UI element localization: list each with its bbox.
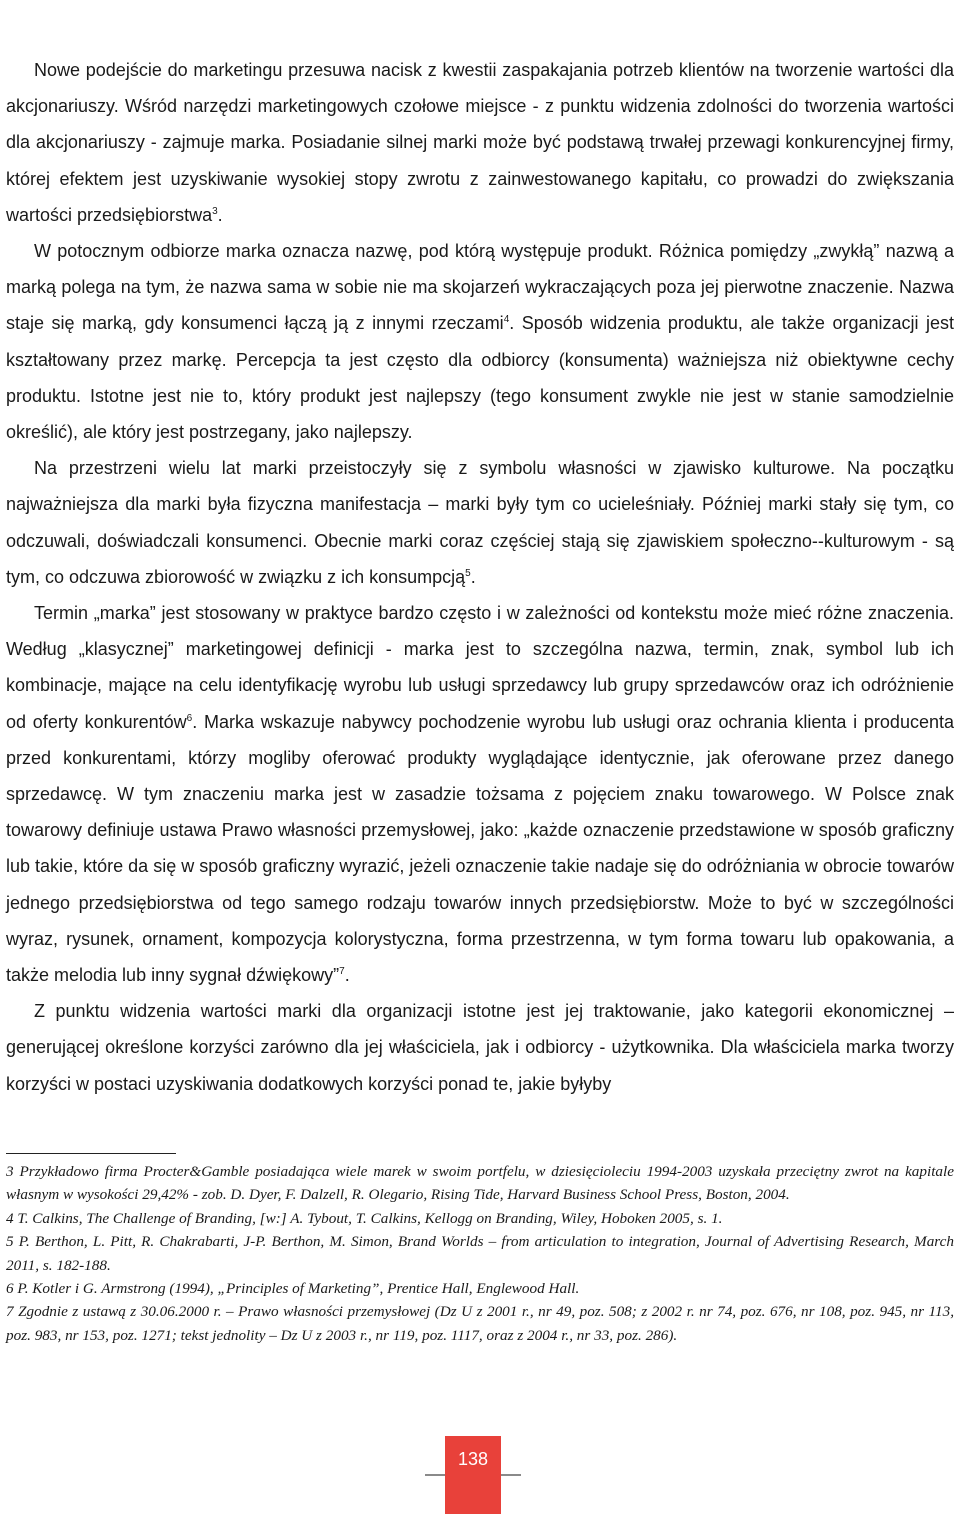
- footnote-reference: 3: [212, 205, 218, 217]
- paragraph-text: . Sposób widzenia produktu, ale także organizacji jest kształtowany przez markę. Percepcja ta jest często dla odbiorcy (konsumenta) ważniejsza niż obiektywne cechy produktu. Istotne jest nie to, który produkt jest najlepszy (tego konsument zwykle nie jest w stanie samodzielnie określić), ale który jest postrzegany, jako najlepszy.: [6, 313, 955, 443]
- paragraph-text: .: [217, 204, 223, 225]
- footnote: 6 P. Kotler i G. Armstrong (1994), „Principles of Marketing”, Prentice Hall, Englewood Hall.: [6, 1280, 580, 1298]
- paragraph-text: Na przestrzeni wielu lat marki przeistoczyły się z symbolu własności w zjawisko kulturowe. Na początku najważniejsza dla marki była fizyczna manifestacja – marki były tym co ucieleśniały. Później marki stały się tym, co odczuwali, doświadczali konsumenci. Obecnie marki coraz częściej stają się zjawiskiem społeczno--kulturowym - są tym, co odczuwa zbiorowość w związku z ich konsumpcją: [6, 458, 954, 587]
- paragraph-text: . Marka wskazuje nabywcy pochodzenie wyrobu lub usługi oraz ochrania klienta i producenta przed konkurentami, którzy mogliby oferować produkty wyglądające identycznie, jak oferowane przez danego sprzedawcę. W tym znaczeniu marka jest w zasadzie tożsama z pojęciem znaku towarowego. W Polsce znak towarowy definiuje ustawa Prawo własności przemysłowej, jako: „każde oznaczenie przedstawione w sposób graficzny lub takie, które da się w sposób graficzny wyrazić, jeżeli oznaczenie takie nadaje się do odróżniania w obrocie towarów jednego przedsiębiorstwa od tego samego rodzaju towarów innych przedsiębiorstw. Może to być w szczególności wyraz, rysunek, ornament, kompozycja kolorystyczna, forma przestrzenna, w tym forma towaru lub opakowania, a także melodia lub inny sygnał dźwiękowy”: [6, 711, 954, 986]
- footnote-separator: [6, 1153, 176, 1154]
- paragraph: [6, 450, 954, 595]
- paragraph-text: Termin „marka” jest stosowany w praktyce bardzo często i w zależności od kontekstu może mieć różne znaczenia. Według „klasycznej” marketingowej definicji - marka jest to szczególna nazwa, termin, znak, symbol lub ich kombinacje, mające na celu identyfikację wyrobu lub usługi sprzedawcy lub grupy sprzedawców oraz ich odróżnienie od oferty konkurentów: [6, 603, 954, 732]
- footnote: 7 Zgodnie z ustawą z 30.06.2000 r. – Prawo własności przemysłowej (Dz U z 2001 r., nr 49, poz. 508; z 2002 r. nr 74, poz. 676, nr 108, poz. 945, nr 113, poz. 983, nr 153, poz. 1271; tekst jednolity – Dz U z 2003 r., nr 119, poz. 1117, oraz z 2004 r., nr 33, poz. 286).: [6, 1303, 954, 1344]
- paragraph-text: Nowe podejście do marketingu przesuwa nacisk z kwestii zaspakajania potrzeb klientów na tworzenie wartości dla akcjonariuszy. Wśród narzędzi marketingowych czołowe miejsce - z punktu widzenia zdolności do tworzenia wartości dla akcjonariuszy - zajmuje marka. Posiadanie silnej marki może być podstawą trwałej przewagi konkurencyjnej firmy, której efektem jest uzyskiwanie wysokiej stopy zwrotu z zainwestowanego kapitału, co prowadzi do zwiększania wartości przedsiębiorstwa: [6, 60, 954, 225]
- paragraph-text: .: [344, 965, 350, 986]
- footnote-reference: 5: [465, 567, 471, 579]
- page-number: 138: [457, 1449, 489, 1469]
- page-number-bar: [445, 1436, 501, 1514]
- paragraph-text: Z punktu widzenia wartości marki dla organizacji istotne jest jej traktowanie, jako kategorii ekonomicznej – generującej określone korzyści zarówno dla jej właściciela, jak i odbiorcy - użytkownika. Dla właściciela marka tworzy korzyści w postaci uzyskiwania dodatkowych korzyści ponad te, jakie byłyby: [6, 1001, 954, 1094]
- paragraph: [6, 52, 954, 233]
- footnotes: [6, 1160, 954, 1347]
- paragraph: [6, 233, 954, 450]
- footnote: 5 P. Berthon, L. Pitt, R. Chakrabarti, J-P. Berthon, M. Simon, Brand Worlds – from articulation to integration, Journal of Advertising Research, March 2011, s. 182-188.: [6, 1233, 954, 1274]
- footnote-reference: 6: [186, 712, 193, 724]
- paragraph: [6, 595, 954, 993]
- page-number-tab: [445, 1436, 501, 1514]
- footnote: 4 T. Calkins, The Challenge of Branding, [w:] A. Tybout, T. Calkins, Kellogg on Branding, Wiley, Hoboken 2005, s. 1.: [6, 1209, 723, 1227]
- paragraph-text: W potocznym odbiorze marka oznacza nazwę, pod którą występuje produkt. Różnica pomiędzy „zwykłą” nazwą a marką polega na tym, że nazwa sama w sobie nie ma skojarzeń wykraczających poza jej pierwotne znaczenie. Nazwa staje się marką, gdy konsumenci łączą ją z innymi rzeczami: [6, 241, 954, 334]
- body-text: [6, 52, 954, 1102]
- footnote: 3 Przykładowo firma Procter&Gamble posiadająca wiele marek w swoim portfelu, w dziesięcioleciu 1994-2003 uzyskała przeciętny zwrot na kapitale własnym w wysokości 29,42% - zob. D. Dyer, F. Dalzell, R. Olegario, Rising Tide, Harvard Business School Press, Boston, 2004.: [6, 1163, 954, 1204]
- footnote-reference: 4: [503, 314, 510, 326]
- footnote-reference: 7: [339, 966, 345, 978]
- paragraph: [6, 993, 954, 1102]
- paragraph-text: .: [470, 566, 476, 587]
